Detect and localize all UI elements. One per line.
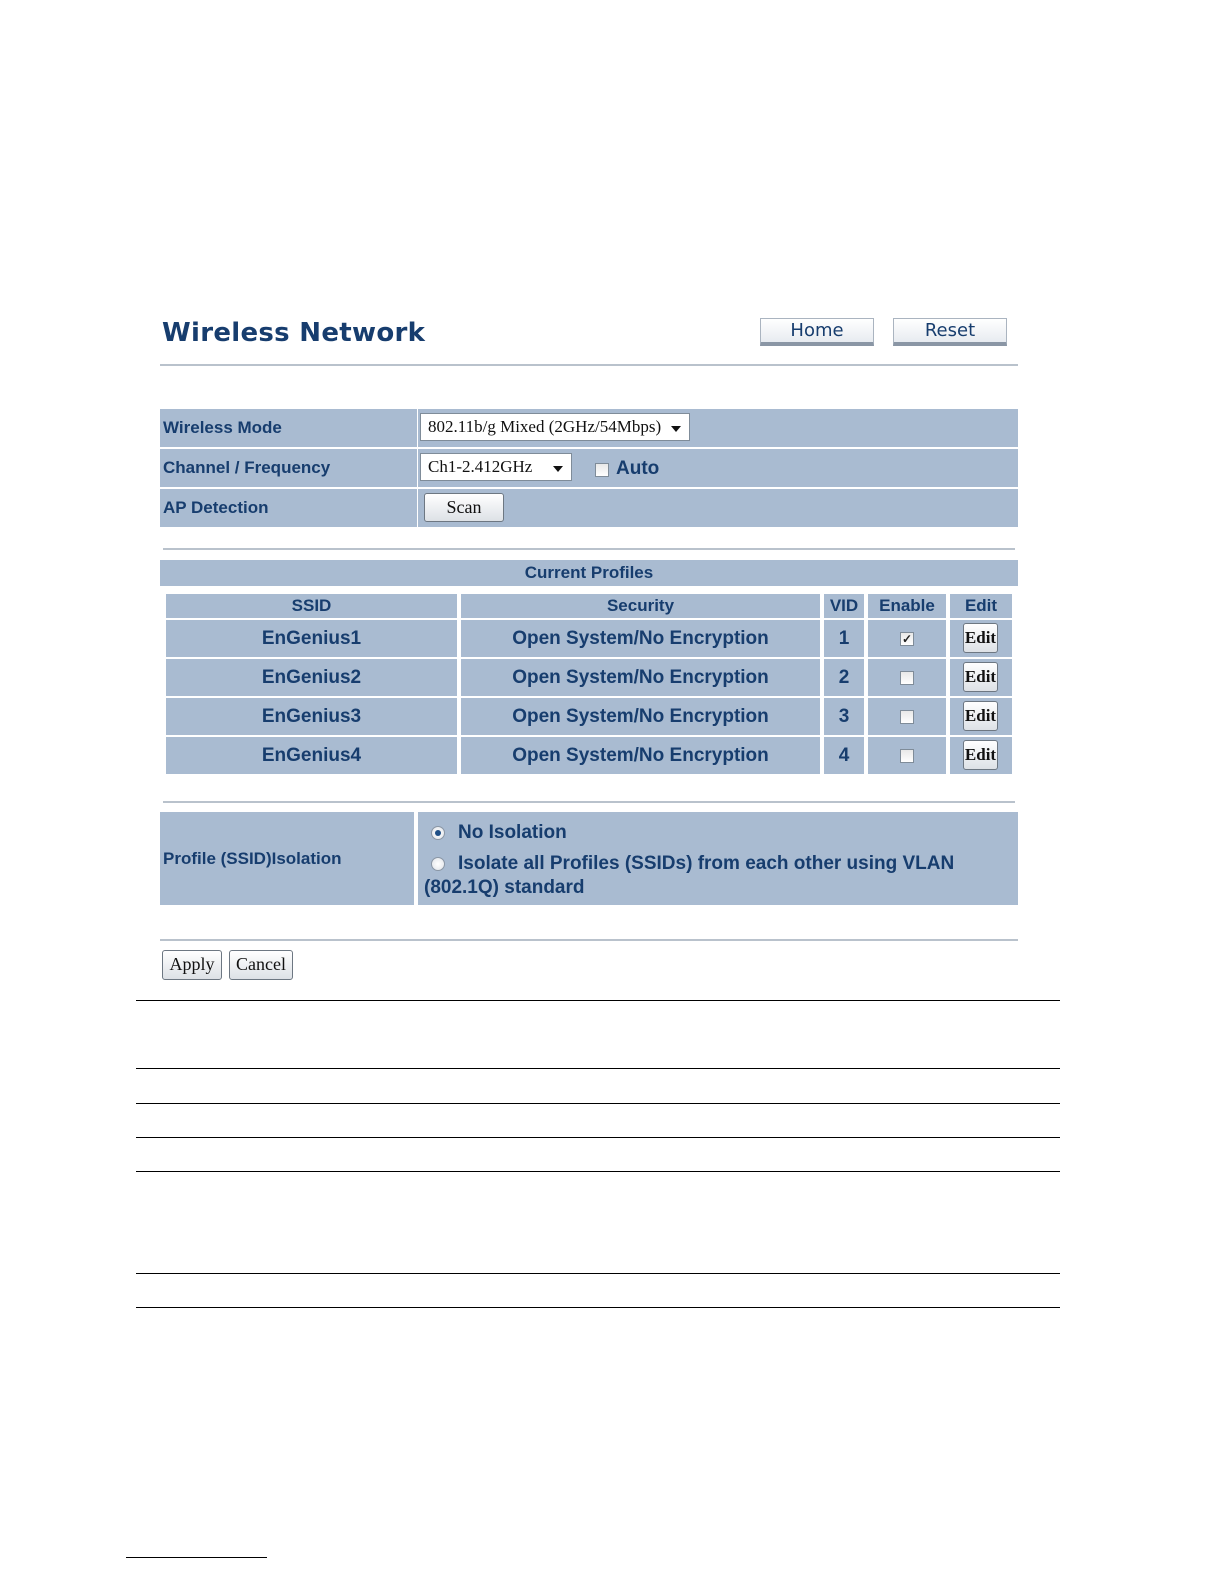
profiles-table	[166, 594, 1012, 776]
apply-button[interactable]: Apply	[162, 950, 222, 980]
document-rule	[136, 1103, 1060, 1104]
auto-label: Auto	[616, 458, 660, 479]
channel-select[interactable]	[420, 453, 572, 481]
vid-cell: 2	[824, 659, 864, 696]
table-row	[166, 620, 1012, 657]
enable-checkbox[interactable]	[900, 710, 914, 724]
security-cell: Open System/No Encryption	[461, 620, 820, 657]
settings-table	[160, 409, 1018, 527]
wireless-mode-value: 802.11b/g Mixed (2GHz/54Mbps)	[428, 417, 662, 436]
edit-button[interactable]: Edit	[963, 662, 998, 692]
channel-label: Channel / Frequency	[160, 449, 417, 487]
document-rule	[136, 1307, 1060, 1308]
no-isolation-label: No Isolation	[458, 822, 567, 843]
section-divider	[163, 801, 1015, 803]
section-divider	[163, 548, 1015, 550]
table-row	[166, 659, 1012, 696]
edit-cell	[950, 698, 1012, 735]
enable-checkbox[interactable]: ✓	[901, 632, 913, 646]
edit-cell	[950, 737, 1012, 774]
home-button[interactable]: Home	[760, 318, 874, 346]
enable-cell	[868, 620, 946, 657]
ssid-cell: EnGenius2	[166, 659, 457, 696]
edit-cell	[950, 620, 1012, 657]
chevron-down-icon	[553, 466, 563, 472]
page-title: Wireless Network	[162, 318, 426, 348]
ssid-cell: EnGenius4	[166, 737, 457, 774]
isolation-label: Profile (SSID)Isolation	[160, 812, 414, 905]
security-cell: Open System/No Encryption	[461, 698, 820, 735]
document-rule	[136, 1137, 1060, 1138]
chevron-down-icon	[671, 426, 681, 432]
document-rule	[136, 1171, 1060, 1172]
isolate-label-line2: (802.1Q) standard	[424, 877, 585, 898]
isolation-options	[418, 812, 1018, 905]
ap-detection-label: AP Detection	[160, 489, 417, 527]
wireless-mode-select[interactable]	[420, 413, 690, 441]
reset-button[interactable]: Reset	[893, 318, 1007, 346]
enable-cell	[868, 737, 946, 774]
footer-divider	[160, 939, 1018, 941]
header-divider	[160, 364, 1018, 366]
wireless-mode-label: Wireless Mode	[160, 409, 417, 447]
document-rule	[136, 1068, 1060, 1069]
table-row	[166, 698, 1012, 735]
edit-button[interactable]: Edit	[963, 623, 998, 653]
enable-checkbox[interactable]	[900, 749, 914, 763]
profiles-title: Current Profiles	[160, 560, 1018, 586]
document-rule	[136, 1273, 1060, 1274]
ap-detection-cell	[418, 489, 1018, 527]
security-cell: Open System/No Encryption	[461, 659, 820, 696]
security-cell: Open System/No Encryption	[461, 737, 820, 774]
wireless-mode-cell	[418, 409, 1018, 447]
column-header-security: Security	[461, 594, 820, 618]
table-row	[166, 737, 1012, 774]
vid-cell: 3	[824, 698, 864, 735]
edit-button[interactable]: Edit	[963, 740, 998, 770]
column-header-edit: Edit	[950, 594, 1012, 618]
vid-cell: 1	[824, 620, 864, 657]
enable-checkbox[interactable]	[900, 671, 914, 685]
vid-cell: 4	[824, 737, 864, 774]
isolate-label-line1: Isolate all Profiles (SSIDs) from each other using VLAN	[458, 853, 955, 874]
enable-cell	[868, 659, 946, 696]
footnote-rule	[126, 1557, 267, 1558]
isolate-radio[interactable]	[431, 857, 445, 871]
enable-cell	[868, 698, 946, 735]
column-header-enable: Enable	[868, 594, 946, 618]
column-header-ssid: SSID	[166, 594, 457, 618]
scan-button[interactable]: Scan	[424, 493, 504, 522]
cancel-button[interactable]: Cancel	[229, 950, 293, 980]
auto-checkbox[interactable]	[595, 463, 609, 477]
column-header-vid: VID	[824, 594, 864, 618]
edit-button[interactable]: Edit	[963, 701, 998, 731]
ssid-cell: EnGenius1	[166, 620, 457, 657]
ssid-cell: EnGenius3	[166, 698, 457, 735]
edit-cell	[950, 659, 1012, 696]
no-isolation-radio[interactable]	[431, 826, 445, 840]
channel-value: Ch1-2.412GHz	[428, 457, 533, 476]
document-rule	[136, 1000, 1060, 1001]
channel-cell	[418, 449, 1018, 487]
